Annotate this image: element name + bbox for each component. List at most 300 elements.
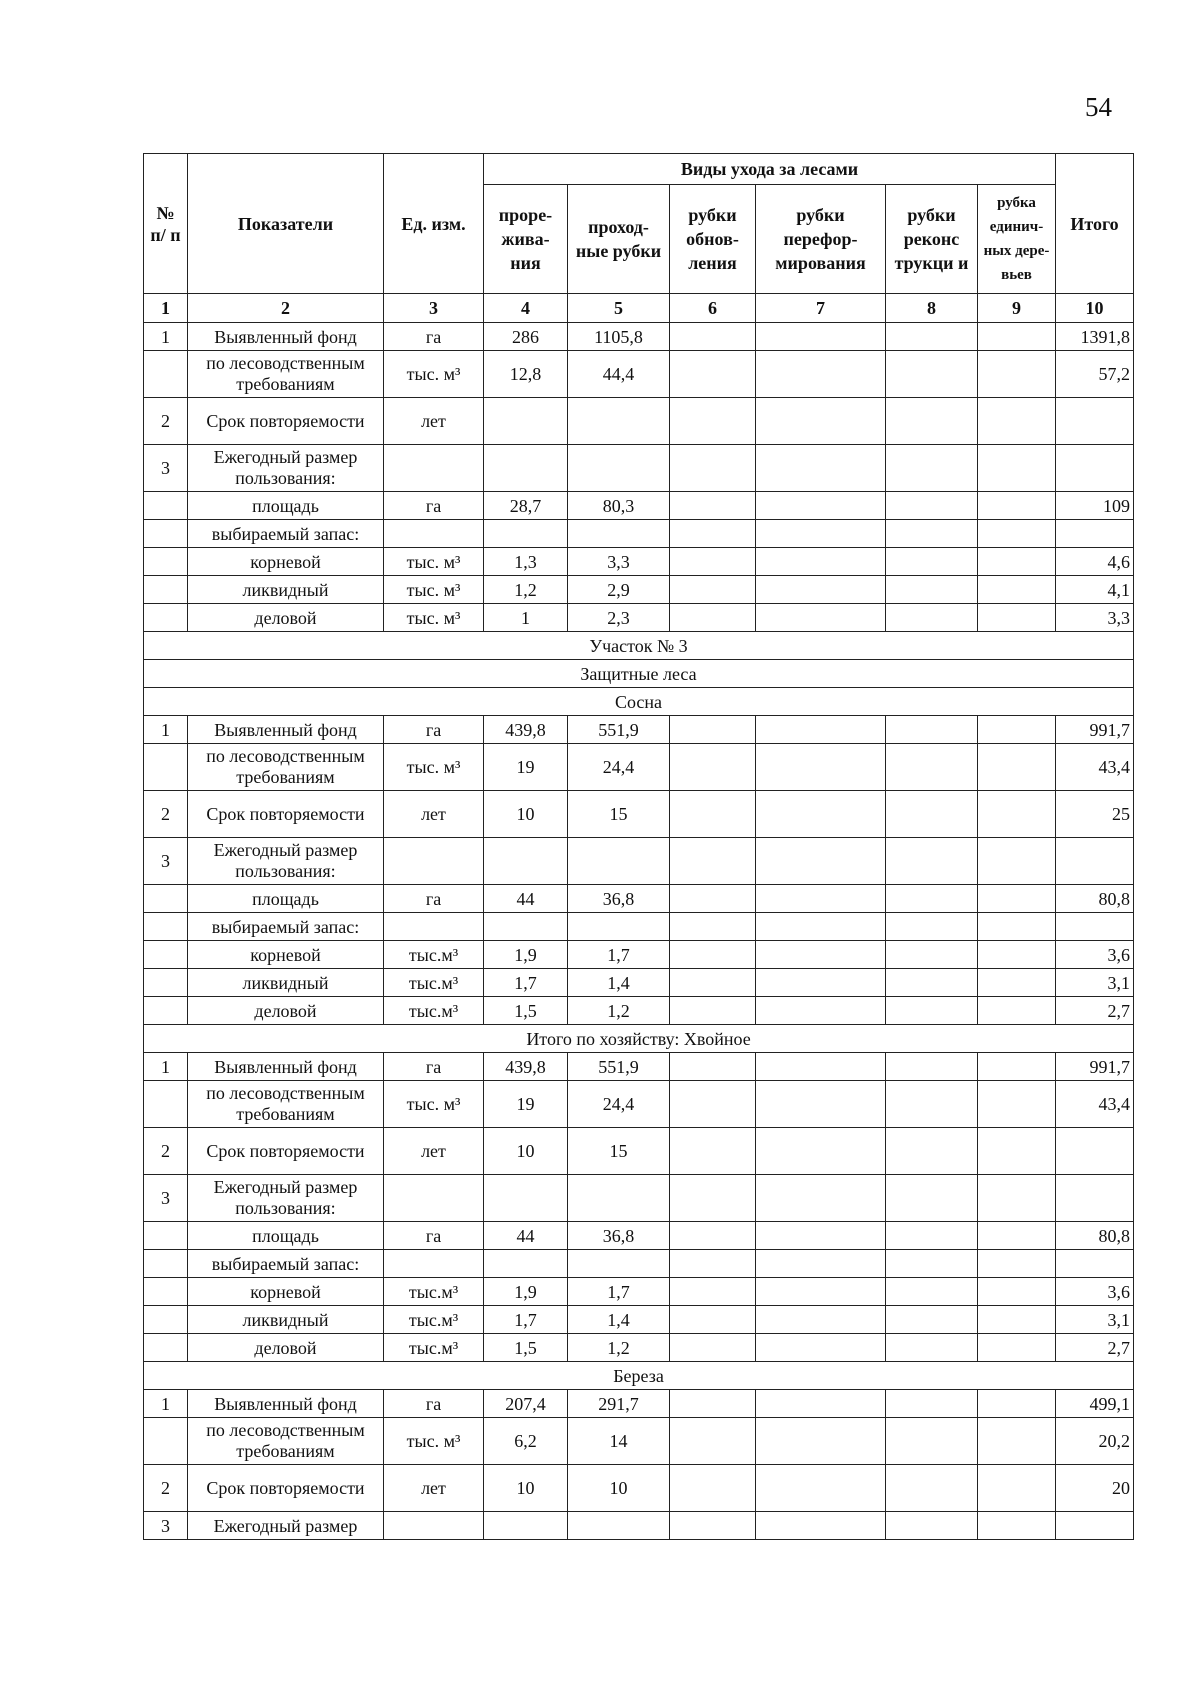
indicator-cell: Ежегодный размер пользования: (188, 1175, 384, 1222)
section-title: Защитные леса (144, 660, 1134, 688)
header-col-8: рубки реконс трукци и (886, 185, 978, 294)
reformation-cutting-cell (756, 548, 886, 576)
passage-cutting-cell: 1,7 (568, 1278, 670, 1306)
table-row (144, 1334, 1134, 1362)
indicator-cell: Ежегодный размер пользования: (188, 445, 384, 492)
section-row (144, 1362, 1134, 1390)
passage-cutting-cell: 551,9 (568, 1053, 670, 1081)
row-number-cell: 1 (144, 1053, 188, 1081)
total-cell (1056, 1512, 1134, 1540)
indicator-cell: по лесоводственным требованиям (188, 351, 384, 398)
header-number: 10 (1056, 294, 1134, 323)
table-row (144, 969, 1134, 997)
single-tree-cutting-cell (978, 969, 1056, 997)
reconstruction-cutting-cell (886, 744, 978, 791)
total-cell: 20 (1056, 1465, 1134, 1512)
unit-cell: тыс.м³ (384, 1306, 484, 1334)
section-row (144, 1025, 1134, 1053)
single-tree-cutting-cell (978, 744, 1056, 791)
passage-cutting-cell: 1,4 (568, 1306, 670, 1334)
reconstruction-cutting-cell (886, 398, 978, 445)
table-row (144, 520, 1134, 548)
reconstruction-cutting-cell (886, 576, 978, 604)
indicator-cell: деловой (188, 1334, 384, 1362)
thinning-cell: 1,5 (484, 997, 568, 1025)
renewal-cutting-cell (670, 576, 756, 604)
row-number-cell (144, 1278, 188, 1306)
row-number-cell (144, 1306, 188, 1334)
passage-cutting-cell: 24,4 (568, 1081, 670, 1128)
row-number-cell (144, 1081, 188, 1128)
reformation-cutting-cell (756, 1334, 886, 1362)
reconstruction-cutting-cell (886, 1053, 978, 1081)
reformation-cutting-cell (756, 604, 886, 632)
indicator-cell: деловой (188, 997, 384, 1025)
header-number: 2 (188, 294, 384, 323)
indicator-cell: корневой (188, 1278, 384, 1306)
thinning-cell: 19 (484, 1081, 568, 1128)
indicator-cell: корневой (188, 548, 384, 576)
single-tree-cutting-cell (978, 520, 1056, 548)
unit-cell: тыс.м³ (384, 997, 484, 1025)
passage-cutting-cell: 1,2 (568, 997, 670, 1025)
row-number-cell (144, 492, 188, 520)
reconstruction-cutting-cell (886, 1278, 978, 1306)
passage-cutting-cell: 3,3 (568, 548, 670, 576)
renewal-cutting-cell (670, 1081, 756, 1128)
thinning-cell (484, 520, 568, 548)
header-col-9: рубка единич- ных дере- вьев (978, 185, 1056, 294)
passage-cutting-cell (568, 1512, 670, 1540)
renewal-cutting-cell (670, 1306, 756, 1334)
renewal-cutting-cell (670, 1250, 756, 1278)
renewal-cutting-cell (670, 604, 756, 632)
passage-cutting-cell: 15 (568, 791, 670, 838)
reconstruction-cutting-cell (886, 885, 978, 913)
renewal-cutting-cell (670, 997, 756, 1025)
table-row (144, 744, 1134, 791)
reformation-cutting-cell (756, 398, 886, 445)
thinning-cell: 44 (484, 1222, 568, 1250)
thinning-cell: 12,8 (484, 351, 568, 398)
passage-cutting-cell: 24,4 (568, 744, 670, 791)
reconstruction-cutting-cell (886, 1334, 978, 1362)
unit-cell (384, 1512, 484, 1540)
total-cell (1056, 1128, 1134, 1175)
passage-cutting-cell (568, 520, 670, 548)
row-number-cell (144, 351, 188, 398)
row-number-cell (144, 1334, 188, 1362)
thinning-cell: 1,7 (484, 1306, 568, 1334)
reformation-cutting-cell (756, 1418, 886, 1465)
indicator-cell: Выявленный фонд (188, 1390, 384, 1418)
indicator-cell: Ежегодный размер (188, 1512, 384, 1540)
unit-cell: тыс.м³ (384, 1334, 484, 1362)
total-cell: 3,1 (1056, 1306, 1134, 1334)
renewal-cutting-cell (670, 1512, 756, 1540)
header-number: 4 (484, 294, 568, 323)
reconstruction-cutting-cell (886, 791, 978, 838)
single-tree-cutting-cell (978, 604, 1056, 632)
header-number-row (144, 294, 1134, 323)
unit-cell: лет (384, 1128, 484, 1175)
indicator-cell: по лесоводственным требованиям (188, 744, 384, 791)
unit-cell: тыс.м³ (384, 941, 484, 969)
passage-cutting-cell: 551,9 (568, 716, 670, 744)
total-cell: 2,7 (1056, 997, 1134, 1025)
reformation-cutting-cell (756, 838, 886, 885)
total-cell: 2,7 (1056, 1334, 1134, 1362)
indicator-cell: корневой (188, 941, 384, 969)
reformation-cutting-cell (756, 1081, 886, 1128)
total-cell: 109 (1056, 492, 1134, 520)
indicator-cell: Выявленный фонд (188, 716, 384, 744)
thinning-cell (484, 1250, 568, 1278)
thinning-cell: 439,8 (484, 716, 568, 744)
header-number: 7 (756, 294, 886, 323)
passage-cutting-cell: 10 (568, 1465, 670, 1512)
table-row (144, 576, 1134, 604)
thinning-cell (484, 398, 568, 445)
reformation-cutting-cell (756, 969, 886, 997)
thinning-cell: 1 (484, 604, 568, 632)
renewal-cutting-cell (670, 913, 756, 941)
total-cell: 80,8 (1056, 1222, 1134, 1250)
renewal-cutting-cell (670, 941, 756, 969)
row-number-cell: 1 (144, 1390, 188, 1418)
unit-cell: тыс. м³ (384, 1081, 484, 1128)
row-number-cell (144, 1250, 188, 1278)
unit-cell: тыс.м³ (384, 969, 484, 997)
table-row (144, 716, 1134, 744)
passage-cutting-cell: 291,7 (568, 1390, 670, 1418)
reformation-cutting-cell (756, 1278, 886, 1306)
table-row (144, 398, 1134, 445)
passage-cutting-cell: 1,7 (568, 941, 670, 969)
renewal-cutting-cell (670, 1128, 756, 1175)
renewal-cutting-cell (670, 492, 756, 520)
table-row (144, 1278, 1134, 1306)
unit-cell (384, 913, 484, 941)
header-number: 3 (384, 294, 484, 323)
indicator-cell: ликвидный (188, 1306, 384, 1334)
renewal-cutting-cell (670, 791, 756, 838)
reformation-cutting-cell (756, 1175, 886, 1222)
unit-cell: тыс. м³ (384, 744, 484, 791)
section-title: Береза (144, 1362, 1134, 1390)
reformation-cutting-cell (756, 323, 886, 351)
renewal-cutting-cell (670, 838, 756, 885)
renewal-cutting-cell (670, 969, 756, 997)
row-number-cell: 1 (144, 323, 188, 351)
reconstruction-cutting-cell (886, 520, 978, 548)
reconstruction-cutting-cell (886, 941, 978, 969)
thinning-cell: 10 (484, 1128, 568, 1175)
passage-cutting-cell: 2,3 (568, 604, 670, 632)
reconstruction-cutting-cell (886, 838, 978, 885)
section-title: Итого по хозяйству: Хвойное (144, 1025, 1134, 1053)
thinning-cell (484, 913, 568, 941)
total-cell: 3,1 (1056, 969, 1134, 997)
reformation-cutting-cell (756, 1390, 886, 1418)
indicator-cell: Срок повторяемости (188, 1465, 384, 1512)
total-cell (1056, 838, 1134, 885)
unit-cell: га (384, 1222, 484, 1250)
single-tree-cutting-cell (978, 716, 1056, 744)
section-row (144, 632, 1134, 660)
unit-cell: тыс. м³ (384, 604, 484, 632)
total-cell: 4,6 (1056, 548, 1134, 576)
section-title: Сосна (144, 688, 1134, 716)
thinning-cell: 19 (484, 744, 568, 791)
renewal-cutting-cell (670, 398, 756, 445)
single-tree-cutting-cell (978, 1175, 1056, 1222)
header-col-5: проход- ные рубки (568, 185, 670, 294)
row-number-cell: 2 (144, 1128, 188, 1175)
renewal-cutting-cell (670, 445, 756, 492)
renewal-cutting-cell (670, 1278, 756, 1306)
header-col-4: проре- жива- ния (484, 185, 568, 294)
renewal-cutting-cell (670, 1222, 756, 1250)
thinning-cell: 286 (484, 323, 568, 351)
single-tree-cutting-cell (978, 791, 1056, 838)
unit-cell: тыс. м³ (384, 1418, 484, 1465)
table-row (144, 1306, 1134, 1334)
row-number-cell (144, 913, 188, 941)
single-tree-cutting-cell (978, 1390, 1056, 1418)
table-row (144, 1512, 1134, 1540)
total-cell: 991,7 (1056, 1053, 1134, 1081)
table-row (144, 1418, 1134, 1465)
total-cell: 3,3 (1056, 604, 1134, 632)
row-number-cell (144, 1222, 188, 1250)
total-cell (1056, 1250, 1134, 1278)
row-number-cell (144, 604, 188, 632)
header-col-total: Итого (1056, 154, 1134, 294)
table-body (144, 323, 1134, 1540)
header-number: 9 (978, 294, 1056, 323)
single-tree-cutting-cell (978, 1128, 1056, 1175)
table-row (144, 1053, 1134, 1081)
reformation-cutting-cell (756, 1306, 886, 1334)
header-number: 5 (568, 294, 670, 323)
table-row (144, 604, 1134, 632)
renewal-cutting-cell (670, 885, 756, 913)
table-row (144, 492, 1134, 520)
reconstruction-cutting-cell (886, 492, 978, 520)
row-number-cell (144, 576, 188, 604)
renewal-cutting-cell (670, 1053, 756, 1081)
reconstruction-cutting-cell (886, 1222, 978, 1250)
reformation-cutting-cell (756, 1128, 886, 1175)
indicator-cell: выбираемый запас: (188, 913, 384, 941)
indicator-cell: Выявленный фонд (188, 1053, 384, 1081)
single-tree-cutting-cell (978, 1334, 1056, 1362)
thinning-cell (484, 1175, 568, 1222)
total-cell: 43,4 (1056, 744, 1134, 791)
single-tree-cutting-cell (978, 445, 1056, 492)
unit-cell: га (384, 492, 484, 520)
unit-cell: га (384, 323, 484, 351)
total-cell: 25 (1056, 791, 1134, 838)
unit-cell: лет (384, 791, 484, 838)
indicator-cell: ликвидный (188, 576, 384, 604)
unit-cell: лет (384, 1465, 484, 1512)
unit-cell (384, 1250, 484, 1278)
header-group-title: Виды ухода за лесами (484, 154, 1056, 185)
reconstruction-cutting-cell (886, 323, 978, 351)
single-tree-cutting-cell (978, 1512, 1056, 1540)
renewal-cutting-cell (670, 744, 756, 791)
renewal-cutting-cell (670, 1175, 756, 1222)
indicator-cell: площадь (188, 885, 384, 913)
indicator-cell: Срок повторяемости (188, 791, 384, 838)
indicator-cell: по лесоводственным требованиям (188, 1418, 384, 1465)
row-number-cell (144, 548, 188, 576)
indicator-cell: выбираемый запас: (188, 1250, 384, 1278)
total-cell (1056, 1175, 1134, 1222)
unit-cell: га (384, 1053, 484, 1081)
indicator-cell: Ежегодный размер пользования: (188, 838, 384, 885)
thinning-cell (484, 838, 568, 885)
thinning-cell: 6,2 (484, 1418, 568, 1465)
row-number-cell: 3 (144, 1175, 188, 1222)
unit-cell: га (384, 885, 484, 913)
total-cell: 3,6 (1056, 1278, 1134, 1306)
unit-cell (384, 520, 484, 548)
header-col-no: № п/ п (144, 154, 188, 294)
table-row (144, 885, 1134, 913)
passage-cutting-cell: 1,2 (568, 1334, 670, 1362)
reformation-cutting-cell (756, 716, 886, 744)
passage-cutting-cell: 1105,8 (568, 323, 670, 351)
renewal-cutting-cell (670, 520, 756, 548)
renewal-cutting-cell (670, 1334, 756, 1362)
passage-cutting-cell (568, 398, 670, 445)
reconstruction-cutting-cell (886, 716, 978, 744)
indicator-cell: Срок повторяемости (188, 398, 384, 445)
reformation-cutting-cell (756, 1465, 886, 1512)
header-number: 6 (670, 294, 756, 323)
passage-cutting-cell: 36,8 (568, 1222, 670, 1250)
thinning-cell: 10 (484, 791, 568, 838)
unit-cell (384, 1175, 484, 1222)
reformation-cutting-cell (756, 520, 886, 548)
table-row (144, 1175, 1134, 1222)
page-number: 54 (1085, 92, 1112, 122)
single-tree-cutting-cell (978, 838, 1056, 885)
header-number: 1 (144, 294, 188, 323)
single-tree-cutting-cell (978, 997, 1056, 1025)
table-row (144, 941, 1134, 969)
reconstruction-cutting-cell (886, 1465, 978, 1512)
reformation-cutting-cell (756, 744, 886, 791)
section-title: Участок № 3 (144, 632, 1134, 660)
single-tree-cutting-cell (978, 885, 1056, 913)
indicator-cell: по лесоводственным требованиям (188, 1081, 384, 1128)
row-number-cell (144, 520, 188, 548)
reformation-cutting-cell (756, 885, 886, 913)
total-cell: 991,7 (1056, 716, 1134, 744)
reformation-cutting-cell (756, 791, 886, 838)
reconstruction-cutting-cell (886, 913, 978, 941)
table-header (144, 154, 1134, 323)
renewal-cutting-cell (670, 323, 756, 351)
header-col-unit: Ед. изм. (384, 154, 484, 294)
row-number-cell (144, 941, 188, 969)
total-cell: 43,4 (1056, 1081, 1134, 1128)
thinning-cell: 439,8 (484, 1053, 568, 1081)
unit-cell: тыс. м³ (384, 576, 484, 604)
passage-cutting-cell (568, 1250, 670, 1278)
total-cell (1056, 913, 1134, 941)
row-number-cell (144, 744, 188, 791)
row-number-cell: 2 (144, 1465, 188, 1512)
table-row (144, 1390, 1134, 1418)
table-row (144, 997, 1134, 1025)
reconstruction-cutting-cell (886, 1418, 978, 1465)
header-col-indicators: Показатели (188, 154, 384, 294)
indicator-cell: Срок повторяемости (188, 1128, 384, 1175)
reformation-cutting-cell (756, 1222, 886, 1250)
thinning-cell: 1,9 (484, 941, 568, 969)
indicator-cell: деловой (188, 604, 384, 632)
total-cell (1056, 520, 1134, 548)
unit-cell: тыс. м³ (384, 351, 484, 398)
reformation-cutting-cell (756, 445, 886, 492)
table-row (144, 1128, 1134, 1175)
renewal-cutting-cell (670, 1390, 756, 1418)
thinning-cell: 1,7 (484, 969, 568, 997)
table-row (144, 1081, 1134, 1128)
single-tree-cutting-cell (978, 941, 1056, 969)
reconstruction-cutting-cell (886, 1128, 978, 1175)
total-cell: 1391,8 (1056, 323, 1134, 351)
reconstruction-cutting-cell (886, 1175, 978, 1222)
indicator-cell: площадь (188, 1222, 384, 1250)
row-number-cell (144, 885, 188, 913)
row-number-cell: 3 (144, 1512, 188, 1540)
passage-cutting-cell: 15 (568, 1128, 670, 1175)
total-cell: 57,2 (1056, 351, 1134, 398)
total-cell: 499,1 (1056, 1390, 1134, 1418)
indicator-cell: выбираемый запас: (188, 520, 384, 548)
reconstruction-cutting-cell (886, 969, 978, 997)
single-tree-cutting-cell (978, 1306, 1056, 1334)
single-tree-cutting-cell (978, 492, 1056, 520)
passage-cutting-cell (568, 913, 670, 941)
table-row (144, 323, 1134, 351)
passage-cutting-cell: 80,3 (568, 492, 670, 520)
passage-cutting-cell (568, 1175, 670, 1222)
renewal-cutting-cell (670, 716, 756, 744)
thinning-cell: 10 (484, 1465, 568, 1512)
total-cell: 80,8 (1056, 885, 1134, 913)
header-col-7: рубки перефор- мирования (756, 185, 886, 294)
thinning-cell: 1,2 (484, 576, 568, 604)
reformation-cutting-cell (756, 492, 886, 520)
total-cell: 3,6 (1056, 941, 1134, 969)
reconstruction-cutting-cell (886, 351, 978, 398)
renewal-cutting-cell (670, 351, 756, 398)
indicator-cell: площадь (188, 492, 384, 520)
reconstruction-cutting-cell (886, 1390, 978, 1418)
single-tree-cutting-cell (978, 548, 1056, 576)
thinning-cell (484, 1512, 568, 1540)
total-cell: 4,1 (1056, 576, 1134, 604)
reconstruction-cutting-cell (886, 445, 978, 492)
unit-cell: тыс. м³ (384, 548, 484, 576)
